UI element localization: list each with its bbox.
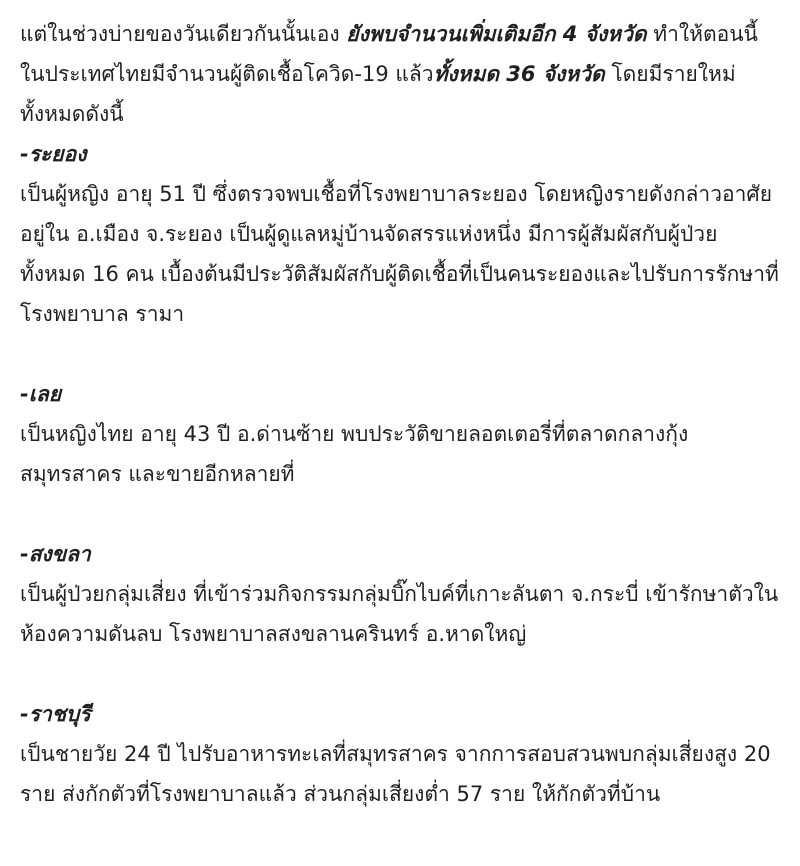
spacer (20, 654, 780, 694)
intro-emphasis-new-provinces: ยังพบจำนวนเพิ่มเติมอีก 4 จังหวัด (346, 22, 647, 46)
section-body-songkhla: เป็นผู้ป่วยกลุ่มเสี่ยง ที่เข้าร่วมกิจกรรมกลุ่มบิ๊กไบค์ที่เกาะลันตา จ.กระบี่ เข้ารักษาตัวในห้องความดันลบ โรงพยาบาลสงขลานครินทร์ อ.หาดใหญ่ (20, 582, 779, 646)
section-heading-ratchaburi: -ราชบุรี (20, 702, 91, 726)
spacer (20, 334, 780, 374)
section-heading-rayong: -ระยอง (20, 142, 87, 166)
section-body-loei: เป็นหญิงไทย อายุ 43 ปี อ.ด่านซ้าย พบประวัติขายลอตเตอรี่ที่ตลาดกลางกุ้ง สมุทรสาคร และขายอีกหลายที่ (20, 422, 689, 486)
intro-text-3: โดยมีรายใหม่ทั้งหมดดังนี้ (20, 62, 736, 126)
intro-text-1: แต่ในช่วงบ่ายของวันเดียวกันนั้นเอง (20, 22, 347, 46)
section-body-ratchaburi: เป็นชายวัย 24 ปี ไปรับอาหารทะเลที่สมุทรสาคร จากการสอบสวนพบกลุ่มเสี่ยงสูง 20 ราย ส่งกักตัวที่โรงพยาบาลแล้ว ส่วนกลุ่มเสี่ยงต่ำ 57 ราย ให้กักตัวที่บ้าน (20, 742, 771, 806)
intro-text-2: ทำให้ตอนนี้ในประเทศไทยมีจำนวนผู้ติดเชื้อโควิด-19 แล้ว (20, 22, 758, 86)
intro-paragraph (20, 14, 780, 134)
section-heading-songkhla: -สงขลา (20, 542, 91, 566)
spacer (20, 494, 780, 534)
section-heading-loei: -เลย (20, 382, 62, 406)
section-body-rayong: เป็นผู้หญิง อายุ 51 ปี ซึ่งตรวจพบเชื้อที่โรงพยาบาลระยอง โดยหญิงรายดังกล่าวอาศัยอยู่ใน อ.เมือง จ.ระยอง เป็นผู้ดูแลหมู่บ้านจัดสรรแห่งหนึ่ง มีการผู้สัมผัสกับผู้ป่วยทั้งหมด 16 คน เบื้องต้นมีประวัติสัมผัสกับผู้ติดเชื้อที่เป็นคนระยองและไปรับการรักษาที่ โรงพยาบาล รามา (20, 182, 779, 326)
intro-emphasis-total-provinces: ทั้งหมด 36 จังหวัด (433, 62, 605, 86)
